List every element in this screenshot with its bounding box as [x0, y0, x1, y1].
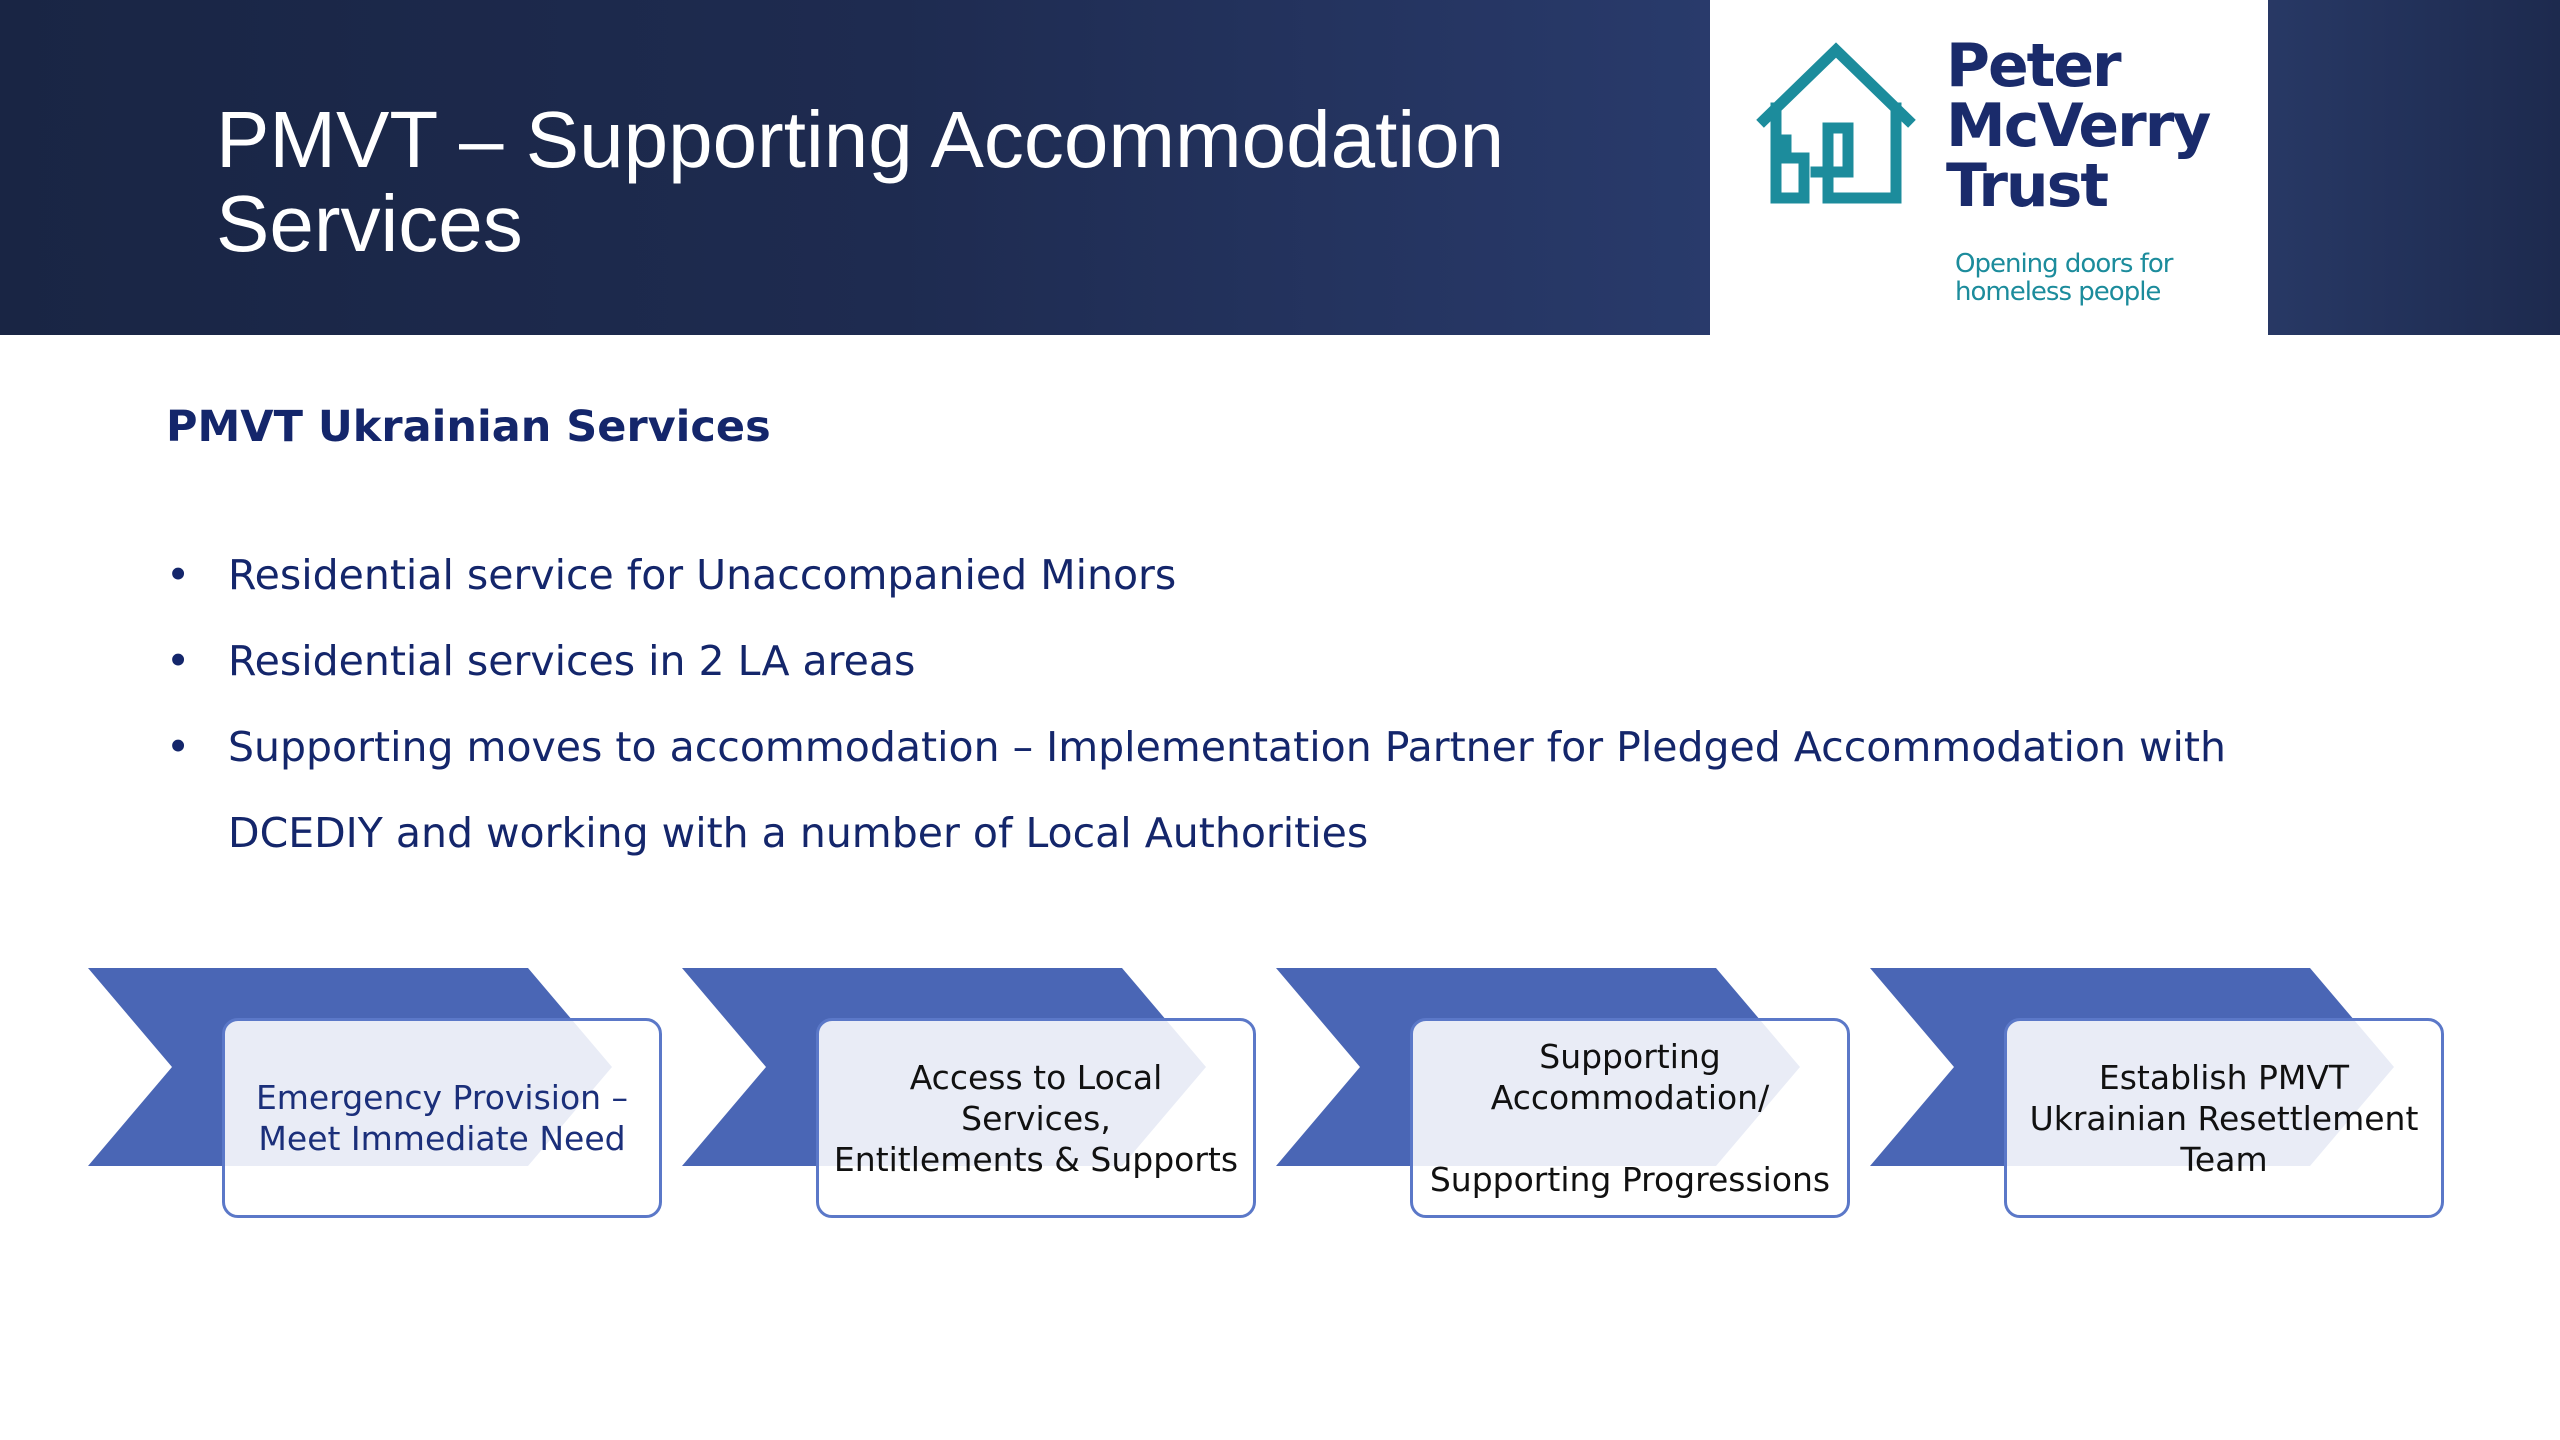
section-heading: PMVT Ukrainian Services [166, 402, 771, 452]
logo-name-line: Trust [1946, 151, 2108, 221]
process-step-text: Establish PMVT Ukrainian Resettlement Team [2029, 1057, 2419, 1179]
process-step [2004, 1018, 2444, 1218]
bullet-item [166, 704, 2366, 876]
process-step [816, 1018, 1256, 1218]
process-step-text: Access to Local Services, Entitlements & Supports [833, 1057, 1239, 1179]
bullet-text: Residential service for Unaccompanied Minors [228, 551, 1177, 599]
bullet-marker: • [166, 637, 191, 685]
logo-tagline-line: homeless people [1955, 277, 2161, 307]
logo-name-line: McVerry [1946, 91, 2210, 161]
process-step-text: Supporting Accommodation/ Supporting Progressions [1429, 1037, 1831, 1199]
bullet-item [166, 618, 2366, 704]
bullet-list [166, 532, 2366, 876]
slide-title: PMVT – Supporting Accommodation Services [216, 95, 1505, 268]
bullet-marker: • [166, 723, 191, 771]
process-step-text: Emergency Provision – Meet Immediate Need [255, 1078, 629, 1158]
logo-tagline [1955, 250, 2172, 306]
logo-tagline-line: Opening doors for [1955, 249, 2173, 279]
process-step [222, 1018, 662, 1218]
bullet-text: Supporting moves to accommodation – Implementation Partner for Pledged Accommodation with DCEDIY and working with a number of Local Authorities [228, 723, 2226, 857]
bullet-marker: • [166, 551, 191, 599]
logo-name-line: Peter [1946, 31, 2120, 101]
logo [1710, 0, 2268, 335]
bullet-text: Residential services in 2 LA areas [228, 637, 916, 685]
bullet-item [166, 532, 2366, 618]
process-step [1410, 1018, 1850, 1218]
house-icon [1752, 40, 1932, 220]
logo-name [1946, 31, 2210, 221]
